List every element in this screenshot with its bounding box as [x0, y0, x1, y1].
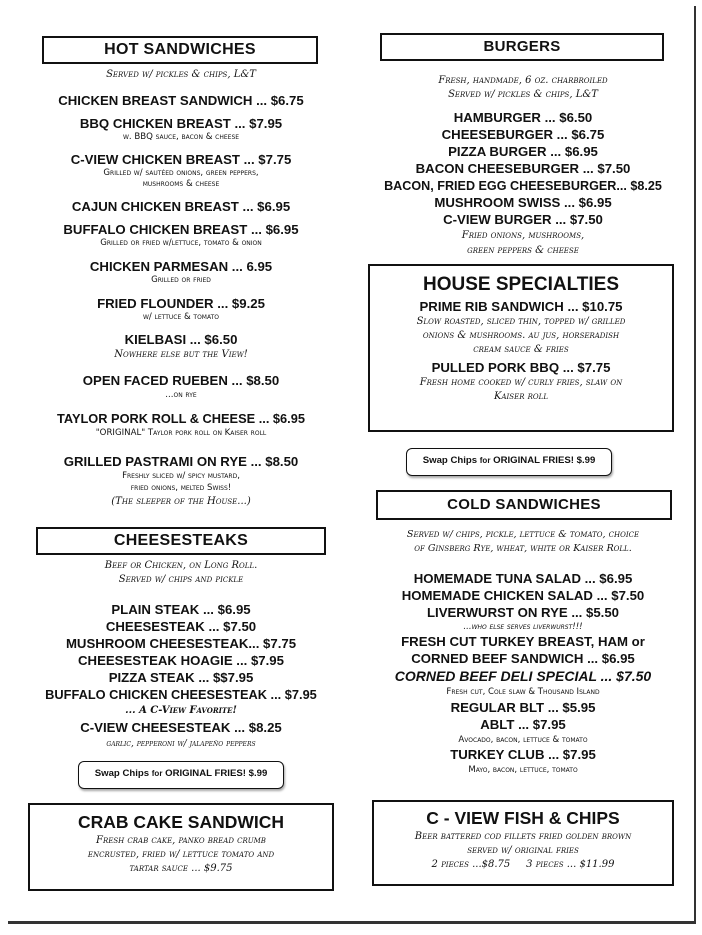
menu-item: HOMEMADE CHICKEN SALAD ... $7.50 [401, 588, 645, 603]
menu-item-desc: Slow roasted, sliced thin, topped w/ grilled [416, 316, 626, 327]
house-specialties-title: HOUSE SPECIALTIES [422, 274, 619, 295]
menu-page [8, 6, 696, 924]
menu-item: BUFFALO CHICKEN CHEESESTEAK ... $7.95 [45, 687, 317, 702]
menu-item-note: Nowhere else but the View! [114, 349, 248, 360]
menu-item-desc: mushrooms & cheese [142, 179, 220, 189]
crab-cake-desc: tartar sauce ... $9.75 [129, 863, 233, 874]
menu-item: MUSHROOM SWISS ... $6.95 [434, 195, 612, 210]
cold-sandwiches-subtitle: of Ginsberg Rye, wheat, white or Kaiser Roll. [414, 543, 632, 554]
menu-item: FRESH CUT TURKEY BREAST, HAM or [401, 634, 645, 649]
cheesesteaks-subtitle: Beef or Chicken, on Long Roll. [104, 560, 258, 571]
swap-fries-box [78, 761, 284, 789]
menu-item: TAYLOR PORK ROLL & CHEESE ... $6.95 [57, 411, 305, 426]
fish-chips-desc: Beer battered cod fillets fried golden brown [414, 831, 632, 842]
swap-fries-box [406, 448, 612, 476]
menu-item: GRILLED PASTRAMI ON RYE ... $8.50 [63, 454, 299, 469]
swap-text: ORIGINAL FRIES! $.99 [162, 768, 268, 779]
menu-item: CHEESEBURGER ... $6.75 [441, 127, 605, 142]
menu-item-desc: Grilled or fried [151, 275, 211, 285]
menu-item-desc: Grilled w/ sautéed onions, green peppers, [103, 168, 259, 178]
menu-item-desc: Grilled or fried w/lettuce, tomato & onion [100, 238, 262, 248]
menu-item: CAJUN CHICKEN BREAST ... $6.95 [71, 199, 291, 214]
menu-item: C-VIEW CHEESESTEAK ... $8.25 [80, 720, 282, 735]
house-specialties-box [368, 264, 674, 432]
hot-sandwiches-title: HOT SANDWICHES [42, 36, 318, 64]
menu-item: C-VIEW CHICKEN BREAST ... $7.75 [70, 152, 292, 167]
menu-item: PLAIN STEAK ... $6.95 [111, 602, 251, 617]
menu-item: TURKEY CLUB ... $7.95 [450, 747, 596, 762]
menu-item-desc: garlic, pepperoni w/ jalapeño peppers [106, 739, 256, 749]
cheesesteaks-title: CHEESESTEAKS [36, 527, 326, 555]
menu-item: HOMEMADE TUNA SALAD ... $6.95 [413, 571, 633, 586]
fish-chips-desc: served w/ original fries [467, 845, 579, 856]
burgers-subtitle: Served w/ pickles & chips, L&T [448, 89, 598, 100]
cold-sandwiches-subtitle: Served w/ chips, pickle, lettuce & tomato, choice [406, 529, 640, 540]
menu-item: C-VIEW BURGER ... $7.50 [443, 212, 603, 227]
menu-item-desc: "ORIGINAL" Taylor pork roll on Kaiser roll [95, 428, 267, 438]
cheesesteaks-subtitle: Served w/ chips and pickle [118, 574, 244, 585]
swap-text: ORIGINAL FRIES! $.99 [490, 455, 596, 466]
menu-item-desc: ...on rye [165, 390, 197, 400]
crab-cake-title: CRAB CAKE SANDWICH [77, 812, 285, 832]
swap-text: Swap Chips [94, 768, 152, 779]
swap-text: Swap Chips [422, 455, 480, 466]
fish-chips-prices: 2 pieces ...$8.75 3 pieces ... $11.99 [431, 859, 615, 870]
menu-item: PIZZA STEAK ... $$7.95 [108, 670, 254, 685]
menu-item: ABLT ... $7.95 [480, 717, 566, 732]
crab-cake-desc: Fresh crab cake, panko bread crumb [96, 835, 266, 846]
menu-item-desc: Mayo, bacon, lettuce, tomato [468, 765, 578, 775]
menu-item: CORNED BEEF SANDWICH ... $6.95 [411, 651, 635, 666]
cview-favorite-note: ... A C-View Favorite! [125, 705, 237, 716]
menu-item-desc: cream sauce & fries [473, 344, 569, 355]
fish-chips-box [372, 800, 674, 886]
menu-item: FRIED FLOUNDER ... $9.25 [97, 296, 265, 311]
menu-item: MUSHROOM CHEESESTEAK... $7.75 [65, 636, 297, 651]
menu-item: REGULAR BLT ... $5.95 [450, 700, 596, 715]
menu-item-desc: onions & mushrooms. au jus, horseradish [422, 330, 620, 341]
fish-chips-title: C - VIEW FISH & CHIPS [426, 808, 620, 828]
menu-item: BBQ CHICKEN BREAST ... $7.95 [79, 116, 283, 131]
swap-text: for [151, 769, 163, 778]
menu-item-desc: w/ lettuce & tomato [142, 312, 220, 322]
menu-item: CHICKEN PARMESAN ... 6.95 [89, 259, 273, 274]
burger-note: Fried onions, mushrooms, [461, 230, 585, 241]
burgers-subtitle: Fresh, handmade, 6 oz. charbroiled [438, 75, 608, 86]
menu-item-desc: Fresh cut, Cole slaw & Thousand Island [446, 687, 600, 697]
burger-note: green peppers & cheese [467, 245, 579, 256]
menu-item: BUFFALO CHICKEN BREAST ... $6.95 [63, 222, 299, 237]
menu-item-desc: w. BBQ sauce, bacon & cheese [122, 132, 240, 142]
menu-item: PIZZA BURGER ... $6.95 [448, 144, 598, 159]
menu-item-desc: ...who else serves liverwurst!!! [463, 622, 583, 632]
crab-cake-box [28, 803, 334, 891]
hot-sandwiches-subtitle: Served w/ pickles & chips, L&T [106, 69, 256, 80]
menu-item: HAMBURGER ... $6.50 [453, 110, 593, 125]
menu-item: CHICKEN BREAST SANDWICH ... $6.75 [58, 93, 304, 108]
menu-item: PRIME RIB SANDWICH ... $10.75 [419, 299, 623, 314]
menu-item-note: (The sleeper of the House...) [111, 496, 251, 507]
menu-item: BACON CHEESEBURGER ... $7.50 [415, 161, 631, 176]
menu-item: CORNED BEEF DELI SPECIAL ... $7.50 [394, 668, 652, 684]
menu-item-desc: Freshly sliced w/ spicy mustard, [122, 471, 240, 481]
menu-item: KIELBASI ... $6.50 [124, 332, 238, 347]
cold-sandwiches-title: COLD SANDWICHES [376, 490, 672, 520]
crab-cake-desc: encrusted, fried w/ lettuce tomato and [87, 849, 275, 860]
menu-item-desc: Avocado, bacon, lettuce & tomato [458, 735, 588, 745]
menu-item: CHEESESTEAK ... $7.50 [105, 619, 257, 634]
menu-item-desc: fried onions, melted Swiss! [130, 483, 232, 493]
menu-item: CHEESESTEAK HOAGIE ... $7.95 [78, 653, 284, 668]
swap-text: for [479, 456, 491, 465]
menu-item: LIVERWURST ON RYE ... $5.50 [427, 605, 619, 620]
menu-item: BACON, FRIED EGG CHEESEBURGER... $8.25 [384, 179, 662, 193]
burgers-title: BURGERS [380, 33, 664, 61]
menu-item-desc: Fresh home cooked w/ curly fries, slaw on [419, 377, 623, 388]
menu-item: PULLED PORK BBQ ... $7.75 [431, 360, 611, 375]
menu-item: OPEN FACED RUEBEN ... $8.50 [82, 373, 280, 388]
menu-item-desc: Kaiser roll [494, 391, 548, 402]
